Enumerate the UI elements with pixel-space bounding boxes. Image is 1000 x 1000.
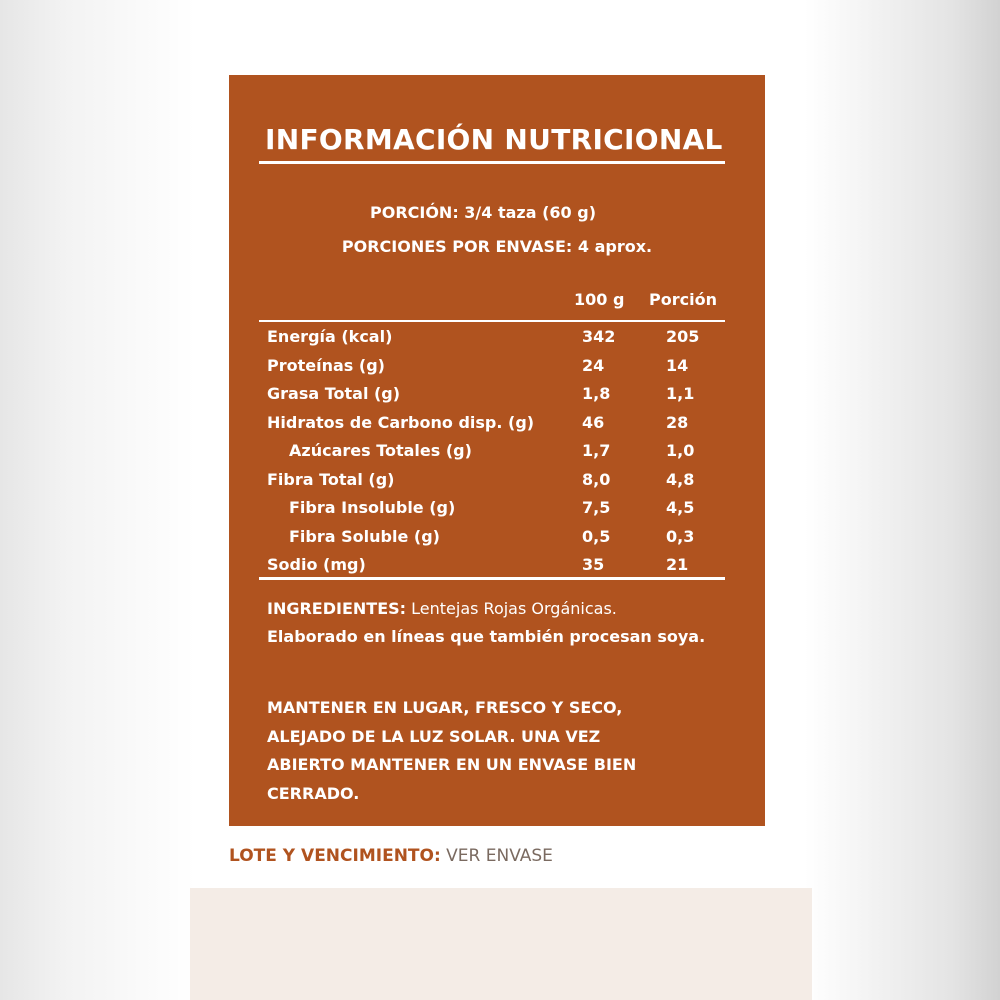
nutrient-label: Fibra Soluble (g)	[289, 526, 440, 546]
nutrient-label: Proteínas (g)	[267, 355, 385, 375]
nutrient-label: Fibra Total (g)	[267, 469, 395, 489]
nutrient-row-insoluble-fiber	[229, 495, 765, 524]
nutrient-row-total-fat	[229, 381, 765, 410]
title-rule	[259, 161, 725, 164]
nutrient-label: Grasa Total (g)	[267, 384, 401, 403]
nutrient-value-portion: 205	[666, 327, 700, 346]
nutrient-value-portion: 14	[666, 355, 689, 375]
nutrient-label: Sodio (mg)	[267, 555, 366, 574]
lot-expiry-label: LOTE Y VENCIMIENTO:	[229, 846, 441, 866]
nutrient-value-portion: 0,3	[666, 526, 695, 546]
ingredients-label: INGREDIENTES:	[267, 599, 407, 618]
nutrient-value-portion: 4,8	[666, 469, 695, 489]
nutrient-value-100g: 1,8	[582, 384, 611, 403]
nutrient-label: Hidratos de Carbono disp. (g)	[267, 412, 535, 432]
nutrient-row-energy	[229, 324, 765, 353]
allergen-note: Elaborado en líneas que también procesan soya.	[267, 627, 706, 646]
storage-line: CERRADO.	[267, 783, 360, 803]
portion-size: PORCIÓN: 3/4 taza (60 g)	[369, 203, 597, 222]
package-right-edge	[805, 0, 1000, 1000]
nutrient-value-portion: 28	[666, 412, 689, 432]
nutrient-value-100g: 1,7	[582, 441, 611, 460]
nutrient-value-portion: 1,0	[666, 441, 695, 460]
nutrient-value-100g: 342	[582, 327, 616, 346]
nutrient-value-portion: 21	[666, 555, 689, 574]
nutrient-row-soluble-fiber	[229, 524, 765, 553]
nutrient-value-portion: 1,1	[666, 384, 695, 403]
nutrient-value-100g: 24	[582, 355, 605, 375]
nutrient-row-total-sugars	[229, 438, 765, 467]
storage-line: MANTENER EN LUGAR, FRESCO Y SECO,	[267, 698, 623, 717]
storage-instructions	[267, 694, 747, 808]
nutrient-row-total-fiber	[229, 467, 765, 496]
table-bottom-rule	[259, 577, 725, 580]
nutrient-value-100g: 7,5	[582, 498, 611, 517]
nutrition-facts-panel	[229, 75, 765, 826]
nutrient-value-100g: 8,0	[582, 469, 611, 489]
nutrient-value-100g: 0,5	[582, 526, 611, 546]
lot-expiry-value: VER ENVASE	[446, 846, 553, 866]
column-header-100g: 100 g	[574, 290, 625, 309]
nutrient-row-protein	[229, 353, 765, 382]
nutrient-value-100g: 35	[582, 555, 605, 574]
nutrient-value-portion: 4,5	[666, 498, 695, 517]
nutrient-table	[229, 324, 765, 581]
ingredients-block	[267, 595, 737, 651]
ingredients-text: Lentejas Rojas Orgánicas.	[411, 599, 617, 618]
column-header-portion: Porción	[649, 290, 717, 309]
nutrient-row-carbohydrates	[229, 410, 765, 439]
package-bottom-band	[190, 888, 812, 1000]
storage-line: ABIERTO MANTENER EN UN ENVASE BIEN	[267, 755, 637, 774]
header-rule	[259, 320, 725, 322]
nutrient-label: Fibra Insoluble (g)	[289, 498, 456, 517]
nutrition-title: INFORMACIÓN NUTRICIONAL	[265, 123, 723, 156]
lot-expiry-line	[229, 846, 553, 866]
package-left-edge	[0, 0, 195, 1000]
storage-line: ALEJADO DE LA LUZ SOLAR. UNA VEZ	[267, 726, 601, 746]
portions-per-pack: PORCIONES POR ENVASE: 4 aprox.	[341, 237, 653, 256]
nutrient-label: Energía (kcal)	[267, 327, 393, 346]
nutrient-value-100g: 46	[582, 412, 605, 432]
nutrient-label: Azúcares Totales (g)	[289, 441, 472, 460]
